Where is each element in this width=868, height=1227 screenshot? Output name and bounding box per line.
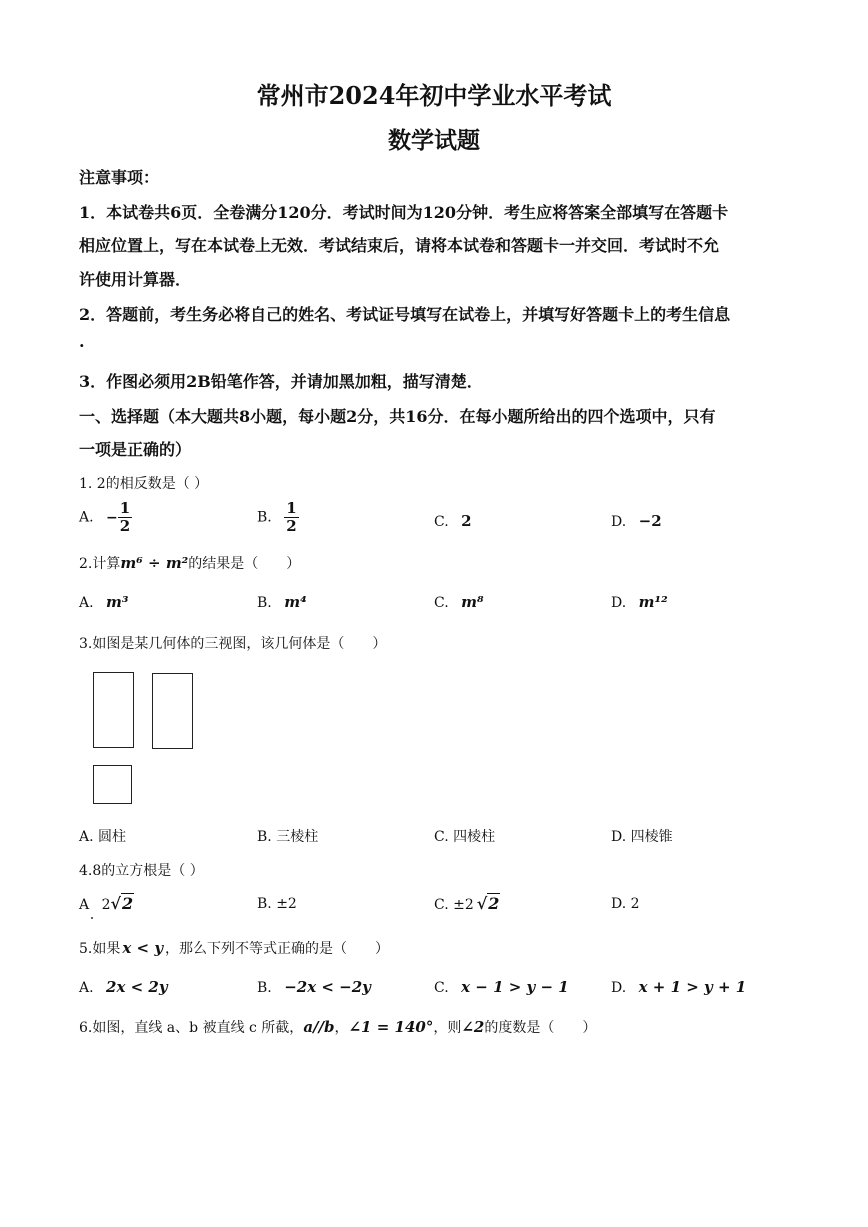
q6-parallel: a//b — [303, 1018, 335, 1036]
q1-c-value: 2 — [461, 512, 472, 530]
q4-option-c — [434, 894, 500, 913]
q5-stem-pre: 5.如果 — [79, 941, 121, 957]
q1-c-label: C. — [434, 514, 449, 530]
section-heading-line-2: 一项是正确的） — [79, 440, 192, 459]
q6-stem-pre: 6.如图，直线 a、b 被直线 c 所截， — [79, 1020, 304, 1036]
notice-item-1-line-3: 许使用计算器． — [79, 270, 192, 289]
q6-stem-post: 的度数是（ ） — [484, 1020, 597, 1036]
q6-angle2: ∠2 — [461, 1018, 485, 1036]
q1-option-c — [434, 512, 472, 530]
q4-a-label: A — [79, 897, 90, 913]
q2-c-value: m⁸ — [461, 593, 484, 611]
notice-item-1-line-2: 相应位置上，写在本试卷上无效．考试结束后，请将本试卷和答题卡一并交回．考试时不允 — [79, 236, 720, 255]
q3-stem: 3.如图是某几何体的三视图，该几何体是（ ） — [79, 636, 387, 652]
q1-a-numerator: 1 — [119, 499, 131, 517]
q4-c-label: C. ±2 — [434, 897, 474, 913]
notice-item-2-line-1: 2．答题前，考生务必将自己的姓名、考试证号填写在试卷上，并填写好答题卡上的考生信息 — [79, 305, 731, 324]
q5-b-label: B. — [257, 980, 272, 996]
q5-option-a — [79, 978, 168, 996]
q2-b-value: m⁴ — [284, 593, 307, 611]
q1-b-fraction — [284, 501, 298, 534]
q5-a-value: 2x < 2y — [106, 978, 168, 996]
exam-subtitle: 数学试题 — [388, 127, 480, 154]
q1-d-value: −2 — [638, 512, 662, 530]
q1-a-sign: − — [106, 509, 118, 526]
q3-option-d: D. 四棱锥 — [611, 829, 673, 845]
front-view-rectangle — [93, 672, 134, 748]
exam-title: 常州市2024年初中学业水平考试 — [256, 81, 612, 110]
q2-stem-pre: 2.计算 — [79, 556, 121, 572]
q5-a-label: A. — [79, 980, 94, 996]
q2-stem-math: m⁶ ÷ m² — [120, 554, 189, 572]
q1-stem: 1. 2的相反数是（ ） — [79, 476, 209, 492]
q1-option-a — [79, 501, 132, 534]
notice-heading: 注意事项： — [79, 168, 160, 187]
notice-item-3: 3．作图必须用2B铅笔作答，并请加黑加粗，描写清楚． — [79, 372, 483, 391]
q1-b-denominator: 2 — [286, 517, 297, 535]
q2-d-label: D. — [611, 595, 627, 611]
q1-b-label: B. — [257, 509, 272, 526]
q4-c-radicand: 2 — [488, 894, 500, 913]
q4-option-b: B. ±2 — [257, 896, 297, 912]
q4-option-a — [79, 894, 134, 913]
q5-stem-math: x < y — [122, 939, 164, 957]
q5-stem-post: ，那么下列不等式正确的是（ ） — [165, 941, 390, 957]
q2-b-label: B. — [257, 595, 272, 611]
q1-option-b — [257, 501, 299, 534]
q6-stem-mid: ，则 — [433, 1020, 462, 1036]
q1-b-numerator: 1 — [286, 499, 297, 517]
stray-dot — [91, 917, 93, 919]
q2-stem-post: 的结果是（ ） — [188, 556, 301, 572]
q3-option-c: C. 四棱柱 — [434, 829, 496, 845]
q1-a-denominator: 2 — [119, 517, 131, 535]
q5-c-value: x − 1 > y − 1 — [461, 978, 569, 996]
top-view-square — [93, 765, 132, 804]
q5-option-d — [611, 978, 746, 996]
q4-stem: 4.8的立方根是（ ） — [79, 863, 204, 879]
q5-b-value: −2x < −2y — [284, 978, 371, 996]
q2-option-b — [257, 593, 307, 611]
section-heading-line-1: 一、选择题（本大题共8小题，每小题2分，共16分．在每小题所给出的四个选项中，只有 — [79, 407, 716, 426]
q6-angle1: ∠1 = 140° — [348, 1018, 434, 1036]
q2-a-value: m³ — [106, 593, 129, 611]
q3-option-a: A. 圆柱 — [79, 829, 127, 845]
q3-option-b: B. 三棱柱 — [257, 829, 319, 845]
q2-stem — [79, 553, 300, 573]
q4-c-sqrt: √2 — [476, 894, 500, 913]
q2-a-label: A. — [79, 595, 94, 611]
q2-option-d — [611, 593, 668, 611]
notice-item-2-line-2: . — [79, 332, 85, 351]
q1-a-fraction — [118, 501, 132, 534]
q2-option-a — [79, 593, 128, 611]
q6-separator: ， — [334, 1020, 349, 1036]
q1-option-d — [611, 512, 662, 530]
q2-option-c — [434, 593, 484, 611]
q5-d-value: x + 1 > y + 1 — [638, 978, 747, 996]
q5-c-label: C. — [434, 980, 449, 996]
side-view-rectangle — [152, 673, 193, 749]
q2-d-value: m¹² — [638, 593, 668, 611]
q1-a-label: A. — [79, 509, 94, 526]
q4-a-radicand: 2 — [122, 894, 134, 913]
q5-option-c — [434, 978, 569, 996]
q5-option-b — [257, 978, 371, 996]
q5-d-label: D. — [611, 980, 627, 996]
notice-item-1-line-1: 1．本试卷共6页．全卷满分120分．考试时间为120分钟．考生应将答案全部填写在答题卡 — [79, 203, 729, 222]
q1-d-label: D. — [611, 514, 627, 530]
q6-stem — [79, 1017, 596, 1037]
q4-option-d: D. 2 — [611, 896, 640, 912]
q4-a-sqrt: √2 — [110, 894, 134, 913]
q4-a-coefficient: 2 — [101, 897, 111, 913]
q2-c-label: C. — [434, 595, 449, 611]
q5-stem — [79, 938, 389, 958]
